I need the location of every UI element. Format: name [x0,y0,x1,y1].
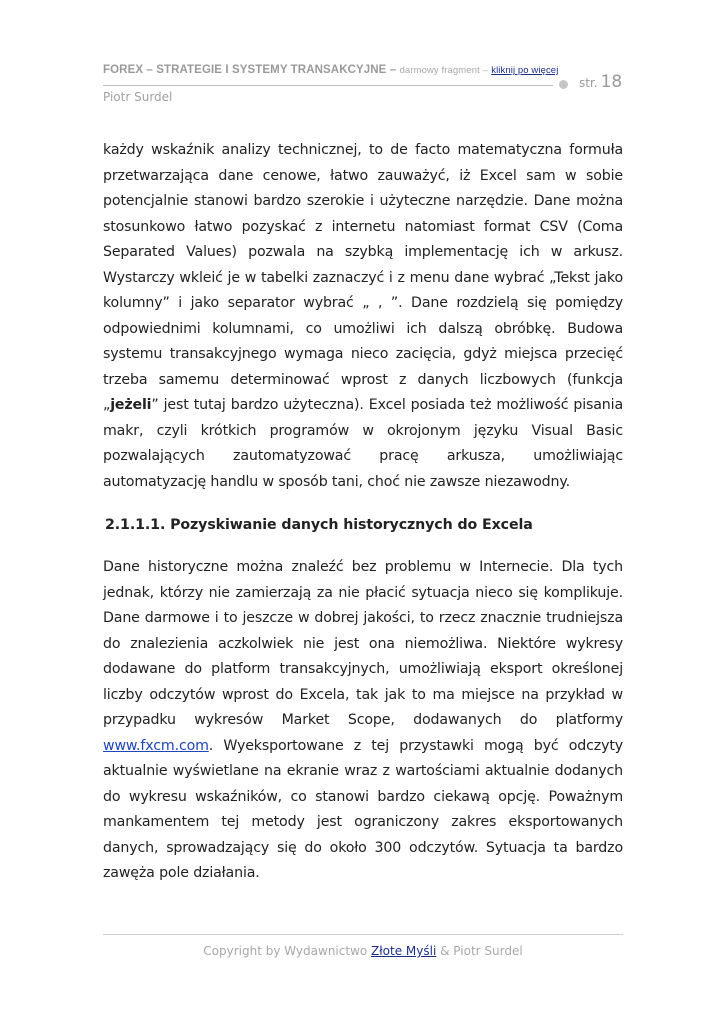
footer-divider [103,934,623,935]
free-fragment-label: darmowy fragment – [399,65,488,76]
paragraph-1 [103,138,623,495]
page-header [103,64,623,104]
paragraph-1-text-a: każdy wskaźnik analizy technicznej, to de facto matematyczna formuła przetwarzająca dane cenowe, łatwo zauważyć, iż Excel sam w sobie potencjalnie stanowi bardzo szerokie i użyteczne narzędzie. Dane można stosunkowo łatwo pozyskać z internetu natomiast format CSV (Coma Separated Values) pozwala na szybką implementację ich w arkusz. Wystarczy wkleić je w tabelki zaznaczyć i z menu dane wybrać „Tekst jako kolumny” i jako separator wybrać „ , ”. Dane rozdzielą się pomiędzy odpowiednimi kolumnami, co umożliwi ich dalszą obróbkę. Budowa systemu transakcyjnego wymaga nieco zacięcia, gdyż miejsca przecięć trzeba samemu determinować wprost z danych liczbowych (funkcja „ [103,142,623,413]
fxcm-link[interactable]: www.fxcm.com [103,737,209,754]
bullet-icon [559,80,568,89]
paragraph-2-text-b: . Wyeksportowane z tej przystawki mogą być odczyty aktualnie wyświetlane na ekranie wraz z wartościami aktualnie dodanych do wykresu wskaźników, co stanowi bardzo ciekawą opcję. Poważnym mankamentem tej metody jest ograniczony zakres eksportowanych danych, sprowadzający się do około 300 odczytów. Sytuacja ta bardzo zawęża pole działania. [103,737,623,881]
title-separator: – [389,64,397,76]
paragraph-1-bold-term: jeżeli [110,397,152,413]
page-content [103,138,623,887]
paragraph-2-text-a: Dane historyczne można znaleźć bez problemu w Internecie. Dla tych jednak, którzy nie zamierzają za nie płacić sytuacja nieco się komplikuje. Dane darmowe i to jeszcze w dobrej jakości, to rzecz znacznie trudniejsza do znalezienia aczkolwiek nie jest ona niemożliwa. Niektóre wykresy dodawane do platform transakcyjnych, umożliwiają eksport określonej liczby odczytów wprost do Excela, tak jak to ma miejsce na przykład w przypadku wykresów Market Scope, dodawanych do platformy [103,559,623,728]
header-divider [103,85,553,86]
publisher-link[interactable]: Złote Myśli [371,944,437,958]
author-name: Piotr Surdel [103,90,173,104]
footer-prefix: Copyright by Wydawnictwo [203,944,368,958]
more-link[interactable]: kliknij po więcej [491,65,559,76]
page-number [579,72,622,92]
paragraph-1-text-b: ” jest tutaj bardzo użyteczna). Excel posiada też możliwość pisania makr, czyli krótkich programów w okrojonym języku Visual Basic pozwalających zautomatyzować pracę arkusza, umożliwiając automatyzację handlu w sposób tani, choć nie zawsze niezawodny. [103,397,623,490]
book-title: FOREX – STRATEGIE I SYSTEMY TRANSAKCYJNE [103,64,387,76]
page-label: str. [579,76,598,90]
paragraph-2 [103,555,623,887]
footer-suffix: & Piotr Surdel [440,944,523,958]
page-number-value: 18 [600,72,623,92]
header-title-line [103,64,623,76]
section-heading: 2.1.1.1. Pozyskiwanie danych historycznych do Excela [105,517,533,533]
page-footer [103,944,623,958]
